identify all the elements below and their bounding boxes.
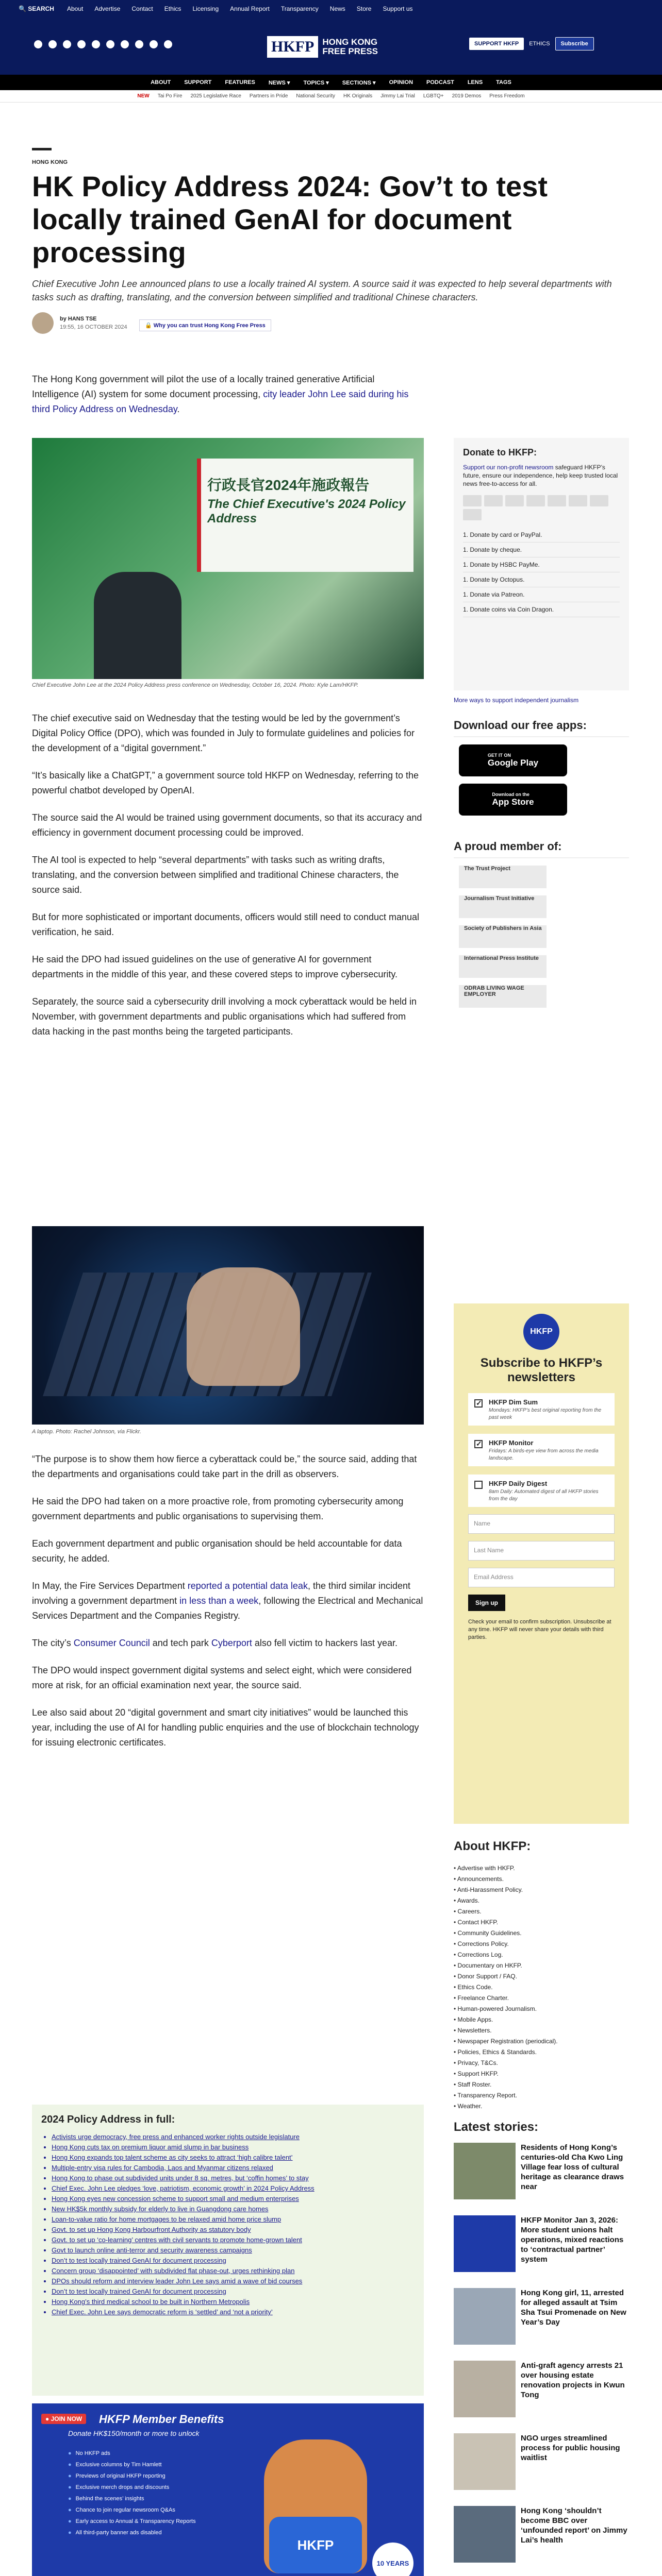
nav-item[interactable]: TAGS — [496, 79, 511, 86]
hand-graphic — [187, 1267, 300, 1386]
sidebar-heading: Latest stories: — [454, 2120, 539, 2134]
utility-link[interactable]: Annual Report — [230, 5, 270, 12]
card-icon — [569, 495, 587, 506]
about-link[interactable]: • Corrections Policy. — [454, 1939, 629, 1950]
utility-link[interactable]: Licensing — [192, 5, 219, 12]
trending-link[interactable]: Partners in Pride — [249, 93, 288, 99]
card-icon — [505, 495, 524, 506]
living-wage-logo[interactable]: ODRAB LIVING WAGE EMPLOYER — [459, 985, 547, 1008]
about-link[interactable]: • Advertise with HKFP. — [454, 1863, 629, 1874]
utility-links — [67, 5, 413, 12]
email-input[interactable]: Email Address — [468, 1568, 615, 1587]
sidebar-heading: About HKFP: — [454, 1839, 531, 1853]
sidebar-heading: A proud member of: — [454, 840, 629, 858]
story-thumbnail[interactable] — [454, 2433, 516, 2490]
about-link[interactable]: • Human-powered Journalism. — [454, 2004, 629, 2014]
trending-link[interactable]: National Security — [296, 93, 335, 99]
paragraph: In May, the Fire Services Department reported a potential data leak, the third similar incident involving a government department in less than a week, following the Electrical and Mechanical Services Department and the Companies Registry. — [32, 1581, 423, 1621]
related-link[interactable]: • DPOs should reform and interview leader John Lee says amid a wave of bid courses — [52, 2276, 415, 2286]
paragraph: The chief executive said on Wednesday that the testing would be led by the government’s Digital Policy Office (DPO), which was founded in July to formulate guidelines and policies for the development of a “digital government.” — [32, 713, 415, 753]
related-link[interactable]: • Govt. to set up Hong Kong Harbourfront Authority as statutory body — [52, 2225, 415, 2235]
lead-photo — [32, 438, 424, 679]
about-link[interactable]: • Staff Roster. — [454, 2079, 629, 2090]
trending-link[interactable]: Tai Po Fire — [157, 93, 183, 99]
instagram-icon[interactable] — [63, 40, 71, 48]
sidebar-latest — [454, 2120, 629, 2570]
story-item[interactable] — [454, 2143, 629, 2207]
trending-link[interactable]: Press Freedom — [489, 93, 525, 99]
utility-link[interactable]: News — [329, 5, 345, 12]
about-link[interactable]: • Corrections Log. — [454, 1950, 629, 1960]
benefit: ● Behind the scenes’ insights — [68, 2493, 196, 2504]
laptop-photo — [32, 1226, 424, 1425]
about-link[interactable]: • Careers. — [454, 1906, 629, 1917]
utility-link[interactable]: Support us — [383, 5, 413, 12]
about-link[interactable]: • Policies, Ethics & Standards. — [454, 2047, 629, 2058]
paragraph: The source said the AI would be trained using government documents, so that its accuracy and efficiency in government document processing could be improved. — [32, 812, 422, 838]
support-newsroom-link[interactable]: Support our non-profit newsroom — [463, 464, 554, 471]
new-badge: NEW — [137, 93, 150, 99]
benefit: ● Chance to join regular newsroom Q&As — [68, 2504, 196, 2516]
utility-link[interactable]: Store — [356, 5, 372, 12]
donation-method[interactable]: 1. Donate coins via Coin Dragon. — [463, 602, 620, 617]
speaker-figure — [94, 572, 181, 679]
banner-title: HKFP Member Benefits — [99, 2413, 224, 2426]
paragraph: The DPO would inspect government digital systems and select eight, which were considered more at risk, for an official examination next year, the source said. — [32, 1665, 412, 1690]
story-item[interactable] — [454, 2288, 629, 2352]
nav-item[interactable]: PODCAST — [426, 79, 454, 86]
paragraph: The AI tool is expected to help “several departments” with tasks such as writing drafts, translating, and the conversion between simplified and traditional Chinese characters, the source said. — [32, 855, 399, 895]
ethics-link[interactable]: ETHICS — [529, 41, 550, 47]
backdrop-text-chinese: 行政長官2024年施政報告 — [207, 477, 370, 493]
about-link[interactable]: • Privacy, T&Cs. — [454, 2058, 629, 2069]
story-headline[interactable]: Residents of Hong Kong’s centuries-old Cha Kwo Ling Village fear loss of cultural heritage as clearance draws near — [521, 2143, 624, 2191]
related-link[interactable]: • Hong Kong expands top talent scheme as city seeks to attract ‘high calibre talent’ — [52, 2153, 415, 2163]
logo-name: HONG KONG FREE PRESS — [322, 37, 378, 56]
sidebar-heading: Donate to HKFP: — [463, 447, 537, 457]
card-icon — [590, 495, 608, 506]
article-body-1 — [32, 711, 424, 1052]
about-link[interactable]: • Newspaper Registration (periodical). — [454, 2036, 629, 2047]
card-icon — [463, 509, 482, 520]
related-link[interactable]: • Hong Kong eyes new concession scheme to support small and medium enterprises — [52, 2194, 415, 2204]
related-link[interactable]: • Hong Kong to phase out subdivided units under 8 sq. metres, but ‘coffin homes’ to stay — [52, 2173, 415, 2183]
article-body-2 — [32, 1452, 424, 1762]
paragraph: Separately, the source said a cybersecurity drill involving a mock cyberattack would be held in November, with government departments and public organisations which had suffered from data hacking in the past months being the targeted participants. — [32, 996, 417, 1037]
social-links — [34, 40, 172, 48]
story-item[interactable] — [454, 2215, 629, 2280]
related-link[interactable]: • Hong Kong’s third medical school to be built in Northern Metropolis — [52, 2297, 415, 2307]
nav-item[interactable]: SECTIONS ▾ — [342, 79, 376, 86]
trending-link[interactable]: 2025 Legislative Race — [190, 93, 241, 99]
mastodon-icon[interactable] — [164, 40, 172, 48]
subscribe-button[interactable]: Subscribe — [555, 37, 594, 50]
nav-item[interactable]: ABOUT — [151, 79, 171, 86]
inline-link[interactable]: reported a potential data leak — [187, 1581, 308, 1591]
byline — [32, 312, 127, 334]
mascot-shirt: HKFP — [269, 2517, 362, 2573]
newsletter-option[interactable]: ✓ HKFP Monitor Fridays: A birds-eye view from across the media landscape. — [468, 1434, 615, 1466]
related-link[interactable]: • Don’t to test locally trained GenAI for document processing — [52, 2286, 415, 2297]
sidebar-donate: Donate to HKFP: Support our non-profit newsroom safeguard HKFP’s future, ensure our independence, help keep trusted local news free-to-access for all. 1. Donate by card or PayPal. 1. Donate by cheque. 1. Donate by HSBC PayMe. 1. Donate by Octopus. 1. Donate via Patreon. 1. Donate coins via Coin Dragon. — [454, 438, 629, 690]
telegram-icon[interactable] — [135, 40, 143, 48]
related-link[interactable]: • Hong Kong cuts tax on premium liquor amid slump in bar business — [52, 2142, 415, 2153]
x-icon[interactable] — [34, 40, 42, 48]
threads-icon[interactable] — [92, 40, 100, 48]
backdrop-text-english: The Chief Executive's 2024 Policy Address — [207, 497, 406, 526]
sidebar-heading: Download our free apps: — [454, 719, 629, 737]
paragraph: But for more sophisticated or important documents, officers would still need to conduct manual verification, he said. — [32, 912, 420, 937]
checkbox-checked[interactable] — [474, 1440, 483, 1448]
benefit: ● No HKFP ads — [68, 2448, 196, 2459]
utility-link[interactable]: Contact — [131, 5, 153, 12]
card-icon — [548, 495, 566, 506]
header-actions — [469, 37, 594, 50]
card-icon — [526, 495, 545, 506]
facebook-icon[interactable] — [48, 40, 57, 48]
checkbox-checked[interactable] — [474, 1399, 483, 1408]
nav-item[interactable]: FEATURES — [225, 79, 255, 86]
donation-method[interactable]: 1. Donate by Octopus. — [463, 572, 620, 587]
card-icon — [484, 495, 503, 506]
related-link[interactable]: • Govt. to set up ‘co-learning’ centres with civil servants to promote home-grown talent — [52, 2235, 415, 2245]
bluesky-icon[interactable] — [77, 40, 86, 48]
paragraph: “The purpose is to show them how fierce a cyberattack could be,” the source said, adding that the departments and organisations could take part in the drill as observers. — [32, 1454, 417, 1479]
story-headline[interactable]: NGO urges streamlined process for public housing waitlist — [521, 2434, 620, 2462]
nav-item[interactable]: OPINION — [389, 79, 413, 86]
first-name-input[interactable]: Name — [468, 1514, 615, 1534]
benefit: ● Exclusive merch drops and discounts — [68, 2482, 196, 2493]
paragraph: The Hong Kong government will pilot the use of a locally trained generative Artificial Intelligence (AI) system for some document processing, city leader John Lee said during his third Policy Address on Wednesday. — [32, 374, 409, 414]
about-link[interactable]: • Anti-Harassment Policy. — [454, 1885, 629, 1895]
newsletter-title: Subscribe to HKFP’s newsletters — [480, 1356, 603, 1384]
sidebar-apps — [454, 719, 629, 816]
story-item[interactable] — [454, 2506, 629, 2570]
benefit: ● Exclusive columns by Tim Hamlett — [68, 2459, 196, 2470]
nav-item[interactable]: SUPPORT — [184, 79, 212, 86]
nav-item[interactable]: LENS — [467, 79, 483, 86]
main-nav — [0, 75, 662, 90]
section-label[interactable]: HONG KONG — [32, 159, 68, 165]
about-link[interactable]: • Donor Support / FAQ. — [454, 1971, 629, 1982]
about-link[interactable]: • Transparency Report. — [454, 2090, 629, 2101]
about-link[interactable]: • Documentary on HKFP. — [454, 1960, 629, 1971]
paragraph: Each government department and public organisation should be held accountable for data security, he added. — [32, 1538, 402, 1564]
checkbox[interactable] — [474, 1481, 483, 1489]
author-avatar[interactable] — [32, 312, 54, 334]
about-link[interactable]: • Mobile Apps. — [454, 2014, 629, 2025]
about-link[interactable]: • Awards. — [454, 1895, 629, 1906]
photo-caption: Chief Executive John Lee at the 2024 Policy Address press conference on Wednesday, October 16, 2024. Photo: Kyle Lam/HKFP. — [32, 682, 359, 688]
whatsapp-icon[interactable] — [121, 40, 129, 48]
related-link[interactable]: • Concern group ‘disappointed’ with subdivided flat phase-out, urges rethinking plan — [52, 2266, 415, 2276]
related-link[interactable]: • Chief Exec. John Lee says democratic reform is ‘settled’ and ‘not a priority’ — [52, 2307, 415, 2317]
signup-disclaimer: Check your email to confirm subscription. Unsubscribe at any time. HKFP will never share your details with third parties. — [468, 1619, 611, 1640]
trending-link[interactable]: 2019 Demos — [452, 93, 482, 99]
donation-method[interactable]: 1. Donate by HSBC PayMe. — [463, 557, 620, 572]
about-link[interactable]: • Weather. — [454, 2101, 629, 2112]
banner-subtitle: Donate HK$150/month or more to unlock — [68, 2429, 200, 2437]
box-title: 2024 Policy Address in full: — [41, 2114, 175, 2125]
about-link[interactable]: • Announcements. — [454, 1874, 629, 1885]
donation-method[interactable]: 1. Donate by cheque. — [463, 543, 620, 557]
signup-button[interactable]: Sign up — [468, 1595, 505, 1611]
benefit: ● Previews of original HKFP reporting — [68, 2470, 196, 2482]
paragraph: He said the DPO had taken on a more proactive role, from promoting cybersecurity among government departments and public organisations to supervising them. — [32, 1496, 404, 1521]
story-thumbnail[interactable] — [454, 2143, 516, 2199]
story-thumbnail[interactable] — [454, 2288, 516, 2345]
deer-mascot — [264, 2439, 367, 2573]
article-dek: Chief Executive John Lee announced plans to use a locally trained AI system. A source said it was expected to help several departments with tasks such as drafting, translating, and the conversion between simplified and traditional Chinese characters. — [32, 279, 612, 302]
related-link[interactable]: • Loan-to-value ratio for home mortgages to be relaxed amid home price slump — [52, 2214, 415, 2225]
benefit: ● All third-party banner ads disabled — [68, 2527, 196, 2538]
trust-project-logo[interactable]: The Trust Project — [459, 866, 547, 888]
linkedin-icon[interactable] — [150, 40, 158, 48]
about-link[interactable]: • Contact HKFP. — [454, 1917, 629, 1928]
kicker-rule — [32, 148, 52, 150]
story-thumbnail[interactable] — [454, 2215, 516, 2272]
related-link[interactable]: • Multiple-entry visa rules for Cambodia, Laos and Myanmar citizens relaxed — [52, 2163, 415, 2173]
anniversary-badge: 10 YEARS — [372, 2543, 413, 2576]
utility-link[interactable]: Ethics — [164, 5, 181, 12]
site-header — [0, 0, 662, 75]
related-link[interactable]: • Don’t to test locally trained GenAI for document processing — [52, 2256, 415, 2266]
story-thumbnail[interactable] — [454, 2361, 516, 2417]
story-thumbnail[interactable] — [454, 2506, 516, 2563]
card-icon — [463, 495, 482, 506]
trending-link[interactable]: LGBTQ+ — [423, 93, 444, 99]
google-play-button[interactable]: GET IT ON Google Play — [459, 744, 567, 776]
inline-link[interactable]: Cyberport — [211, 1638, 252, 1648]
trust-link[interactable]: 🔒 Why you can trust Hong Kong Free Press — [139, 319, 271, 331]
author-name[interactable]: by HANS TSE — [60, 316, 97, 322]
search-button[interactable]: 🔍 SEARCH — [19, 5, 54, 12]
story-item[interactable] — [454, 2433, 629, 2498]
inline-link[interactable]: in less than a week — [179, 1596, 259, 1606]
benefit: ● Early access to Annual & Transparency Reports — [68, 2516, 196, 2527]
newsletter-option[interactable]: ✓ HKFP Dim Sum Mondays: HKFP’s best original reporting from the past week — [468, 1393, 615, 1426]
story-headline[interactable]: HKFP Monitor Jan 3, 2026: More student unions halt operations, mixed reactions to ‘contractual partner’ system — [521, 2216, 624, 2264]
join-now-badge[interactable]: ● JOIN NOW — [41, 2414, 86, 2424]
paragraph: Lee also said about 20 “digital government and smart city initiatives” would be launched this year, including the use of AI for handling public enquiries and the use of blockchain technology for issuing electronic certificates. — [32, 1707, 419, 1748]
utility-link[interactable]: Advertise — [94, 5, 121, 12]
story-headline[interactable]: Hong Kong ‘shouldn’t become BBC over ‘unfounded report’ on Jimmy Lai’s health — [521, 2506, 627, 2545]
site-logo[interactable] — [267, 32, 395, 62]
benefit-list — [68, 2448, 196, 2538]
logo-mark: HKFP — [267, 36, 318, 58]
donation-methods — [463, 528, 620, 617]
ipi-logo[interactable]: International Press Institute — [459, 955, 547, 978]
sidebar-memberships — [454, 840, 629, 1015]
youtube-icon[interactable] — [106, 40, 114, 48]
utility-link[interactable]: About — [67, 5, 84, 12]
member-benefits-banner[interactable] — [32, 2403, 424, 2576]
support-button[interactable]: SUPPORT HKFP — [469, 38, 524, 50]
photo-caption: A laptop. Photo: Rachel Johnson, via Flickr. — [32, 1429, 141, 1435]
sopa-logo[interactable]: Society of Publishers in Asia — [459, 925, 547, 948]
inline-link[interactable]: city leader John Lee said during his third Policy Address on Wednesday — [32, 389, 409, 414]
about-link[interactable]: • Ethics Code. — [454, 1982, 629, 1993]
trending-bar — [0, 90, 662, 103]
about-link[interactable]: • Community Guidelines. — [454, 1928, 629, 1939]
newsletter-option[interactable]: HKFP Daily Digest 8am Daily: Automated digest of all HKFP stories from the day — [468, 1475, 615, 1507]
sidebar-about — [454, 1839, 629, 2112]
article-body-intro — [32, 372, 424, 429]
article-title: HK Policy Address 2024: Gov’t to test locally trained GenAI for document processing — [32, 170, 548, 268]
payment-cards — [463, 495, 620, 520]
donation-method[interactable]: 1. Donate via Patreon. — [463, 587, 620, 602]
story-headline[interactable]: Hong Kong girl, 11, arrested for alleged assault at Tsim Sha Tsui Promenade on New Year’s Day — [521, 2289, 626, 2327]
trending-link[interactable]: Jimmy Lai Trial — [380, 93, 415, 99]
paragraph: The city’s Consumer Council and tech park Cyberport also fell victim to hackers last year. — [32, 1638, 398, 1648]
about-link[interactable]: • Newsletters. — [454, 2025, 629, 2036]
publish-date: 19:55, 16 OCTOBER 2024 — [60, 324, 127, 330]
paragraph: “It’s basically like a ChatGPT,” a government source told HKFP on Wednesday, referring to the powerful chatbot developed by OpenAI. — [32, 770, 419, 795]
related-link[interactable]: • Chief Exec. John Lee pledges ‘love, patriotism, economic growth’ in 2024 Policy Address — [52, 2183, 415, 2194]
related-link[interactable]: • New HK$5k monthly subsidy for elderly to live in Guangdong care homes — [52, 2204, 415, 2214]
paragraph: He said the DPO had issued guidelines on the use of generative AI for government departments in the middle of this year, and these covered steps to improve cybersecurity. — [32, 954, 398, 979]
trending-link[interactable]: HK Originals — [343, 93, 373, 99]
more-ways-link[interactable]: More ways to support independent journalism — [454, 697, 579, 704]
last-name-input[interactable]: Last Name — [468, 1541, 615, 1561]
story-headline[interactable]: Anti-graft agency arrests 21 over housing estate renovation projects in Kwun Tong — [521, 2361, 625, 2399]
related-link[interactable]: • Govt to launch online anti-terror and security awareness campaigns — [52, 2245, 415, 2256]
policy-address-in-full — [32, 2105, 424, 2396]
donation-method[interactable]: 1. Donate by card or PayPal. — [463, 528, 620, 543]
utility-link[interactable]: Transparency — [280, 5, 319, 12]
jti-logo[interactable]: Journalism Trust Initiative — [459, 895, 547, 918]
hkfp-badge: HKFP — [523, 1314, 559, 1350]
about-link[interactable]: • Freelance Charter. — [454, 1993, 629, 2004]
newsletter-signup — [454, 1303, 629, 1824]
nav-item[interactable]: NEWS ▾ — [268, 79, 290, 86]
app-store-button[interactable]: Download on the App Store — [459, 784, 567, 816]
related-link[interactable]: • Activists urge democracy, free press and enhanced worker rights outside legislature — [52, 2132, 415, 2142]
story-item[interactable] — [454, 2361, 629, 2425]
about-link[interactable]: • Support HKFP. — [454, 2069, 629, 2079]
more-ways-link-wrap — [454, 696, 629, 705]
inline-link[interactable]: Consumer Council — [73, 1638, 150, 1648]
nav-item[interactable]: TOPICS ▾ — [303, 79, 329, 86]
